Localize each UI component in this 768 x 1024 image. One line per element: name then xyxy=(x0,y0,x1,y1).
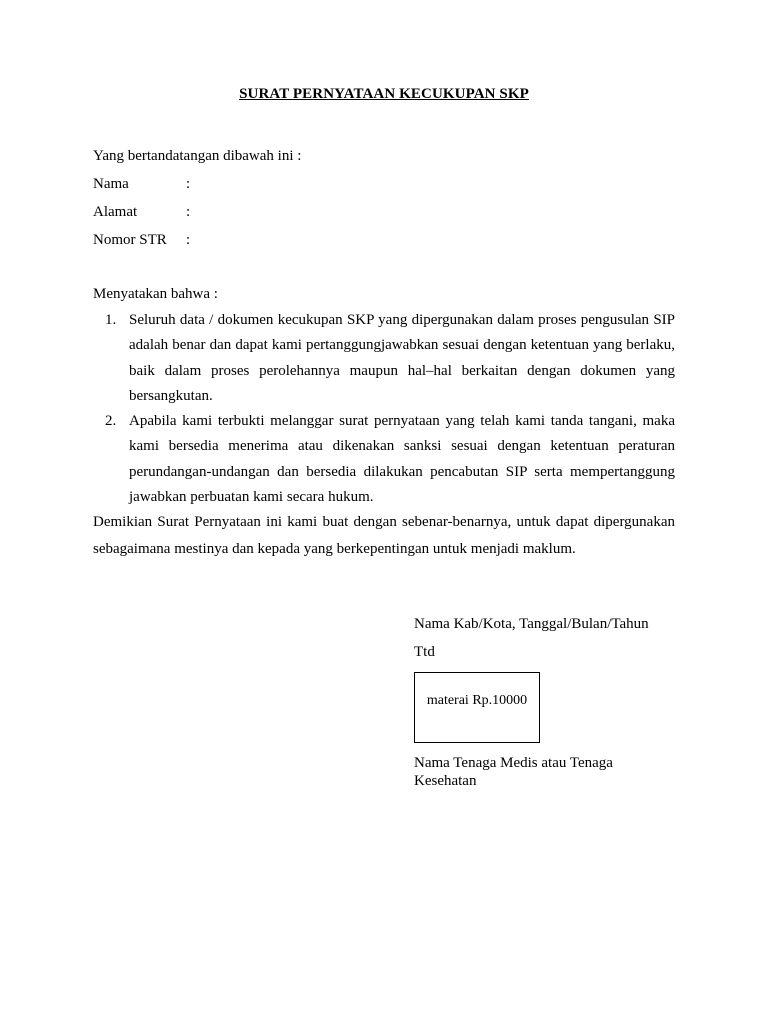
closing-paragraph: Demikian Surat Pernyataan ini kami buat dengan sebenar-benarnya, untuk dapat dipergunakan sebagaimana mestinya dan kepada yang berkepentingan untuk menjadi maklum. xyxy=(93,514,675,557)
list-item-text: Apabila kami terbukti melanggar surat pernyataan yang telah kami tanda tangani, maka kami bersedia menerima atau dikenakan sanksi sesuai dengan ketentuan peraturan perundangan-undangan dan bersedia dilakukan pencabutan SIP serta mempertanggung jawabkan perbuatan kami secara hukum. xyxy=(129,413,675,506)
list-item-text: Seluruh data / dokumen kecukupan SKP yang dipergunakan dalam proses pengusulan SIP adalah benar dan dapat kami pertanggungjawabkan sesuai dengan ketentuan yang berlaku, baik dalam proses perolehannya maupun hal–hal berkaitan dengan dokumen yang bersangkutan. xyxy=(129,312,675,404)
list-number: 1. xyxy=(105,312,117,328)
statement-list xyxy=(93,308,675,510)
signature-ttd: Ttd xyxy=(414,644,435,660)
field-label: Nomor STR xyxy=(93,232,167,248)
intro-text: Yang bertandatangan dibawah ini : xyxy=(93,148,302,164)
field-nama xyxy=(93,176,393,196)
field-alamat xyxy=(93,204,393,224)
field-colon: : xyxy=(186,204,191,220)
stamp-text: materai Rp.10000 xyxy=(426,693,528,708)
field-colon: : xyxy=(186,176,191,192)
document-title: SURAT PERNYATAAN KECUKUPAN SKP xyxy=(239,86,529,102)
stamp-box xyxy=(414,672,540,743)
field-nomor-str xyxy=(93,232,393,252)
list-number: 2. xyxy=(105,413,117,430)
signature-place-date: Nama Kab/Kota, Tanggal/Bulan/Tahun xyxy=(414,616,649,632)
field-colon: : xyxy=(186,232,191,248)
list-item xyxy=(93,308,675,409)
field-label: Nama xyxy=(93,176,129,192)
statement-intro: Menyatakan bahwa : xyxy=(93,286,218,302)
list-item xyxy=(93,409,675,510)
field-label: Alamat xyxy=(93,204,138,220)
signature-name: Nama Tenaga Medis atau Tenaga Kesehatan xyxy=(414,755,613,789)
